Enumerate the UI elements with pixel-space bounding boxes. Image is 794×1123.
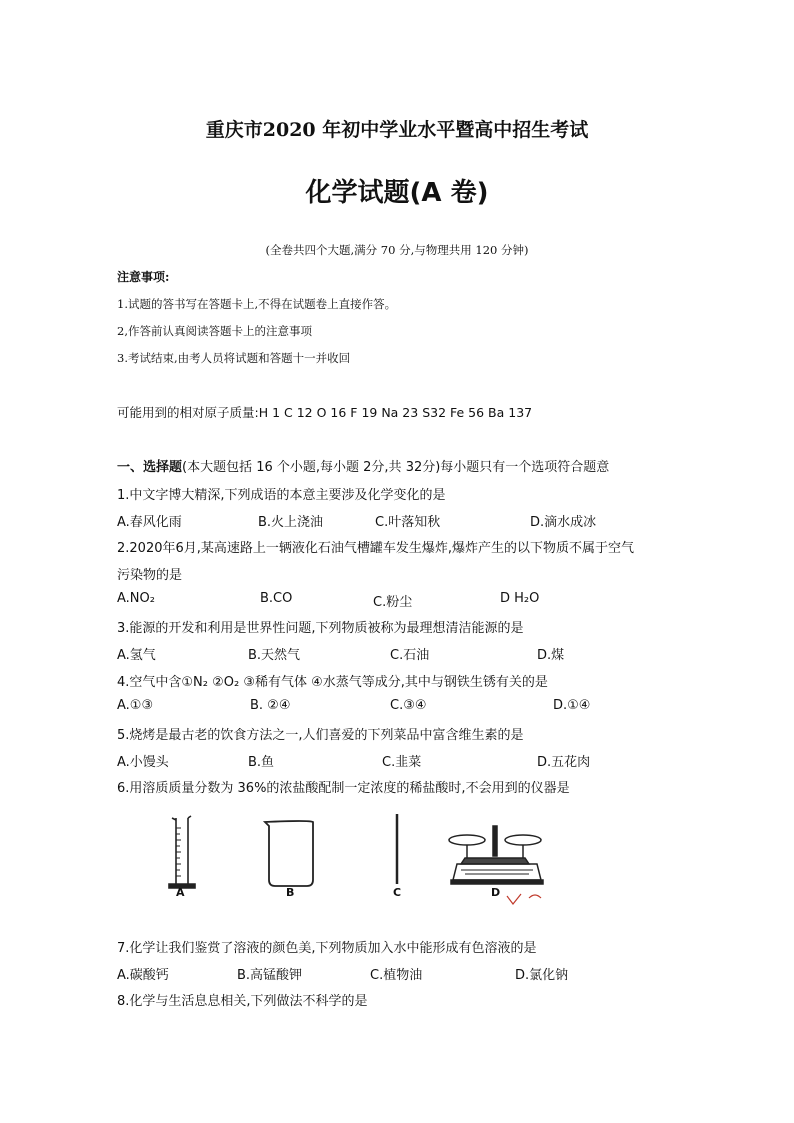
option: B.火上浇油 <box>258 515 324 530</box>
option: D.五花肉 <box>537 755 591 770</box>
section-heading <box>117 456 609 475</box>
option: D H₂O <box>500 591 540 606</box>
question-stem: 2.2020年6月,某高速路上一辆液化石油气槽罐车发生爆炸,爆炸产生的以下物质不属于空气 <box>117 541 635 556</box>
beaker-icon <box>265 821 313 886</box>
subject-title: 化学试题(A 卷) <box>305 178 489 208</box>
option: A.氢气 <box>117 648 156 663</box>
option: B.CO <box>260 591 293 606</box>
figure-label: A <box>176 886 185 899</box>
option: C.韭菜 <box>382 755 422 770</box>
question-stem: 8.化学与生活息息相关,下列做法不科学的是 <box>117 994 368 1009</box>
section-heading-bold: 一、选择题 <box>117 460 183 475</box>
notice-item: 2,作答前认真阅读答题卡上的注意事项 <box>117 324 312 338</box>
option: B.高锰酸钾 <box>237 968 303 983</box>
option: B.鱼 <box>248 755 275 770</box>
option: B. ②④ <box>250 698 291 713</box>
exam-title: 重庆市2020 年初中学业水平暨高中招生考试 <box>205 119 589 141</box>
option: A.小馒头 <box>117 755 169 770</box>
question-stem: 6.用溶质质量分数为 36%的浓盐酸配制一定浓度的稀盐酸时,不会用到的仪器是 <box>117 781 570 796</box>
figure-label: B <box>286 886 295 899</box>
notice-item: 3.考试结束,由考人员将试题和答题十一并收回 <box>117 351 351 365</box>
option: D.滴水成冰 <box>530 515 597 530</box>
figure-label: C <box>393 886 402 899</box>
option: A.春风化雨 <box>117 515 182 530</box>
question-stem: 7.化学让我们鉴赏了溶液的颜色美,下列物质加入水中能形成有色溶液的是 <box>117 941 537 956</box>
option: A.NO₂ <box>117 591 155 606</box>
graduated-cylinder-icon <box>169 816 195 888</box>
question-stem: 3.能源的开发和利用是世界性问题,下列物质被称为最理想清洁能源的是 <box>117 621 524 636</box>
option: C.粉尘 <box>373 595 413 610</box>
option: D.①④ <box>553 698 591 713</box>
notice-heading: 注意事项: <box>117 270 170 284</box>
atomic-masses: 可能用到的相对原子质量:H 1 C 12 O 16 F 19 Na 23 S32 Fe 56 Ba 137 <box>117 405 533 420</box>
question-stem: 4.空气中含①N₂ ②O₂ ③稀有气体 ④水蒸气等成分,其中与钢铁生锈有关的是 <box>117 675 548 690</box>
option: C.植物油 <box>370 968 423 983</box>
option: D.氯化钠 <box>515 968 569 983</box>
option: A.①③ <box>117 698 154 713</box>
exam-subtitle: (全卷共四个大题,满分 70 分,与物理共用 120 分钟) <box>265 243 529 257</box>
question-stem: 5.烧烤是最古老的饮食方法之一,人们喜爱的下列菜品中富含维生素的是 <box>117 728 524 743</box>
option: B.天然气 <box>248 648 301 663</box>
notice-item: 1.试题的答书写在答题卡上,不得在试题卷上直接作答。 <box>117 297 397 311</box>
question-stem-cont: 污染物的是 <box>117 568 183 583</box>
balance-scale-icon <box>449 826 543 884</box>
option: C.石油 <box>390 648 430 663</box>
checkmark-icon <box>507 894 541 904</box>
figure-label: D <box>491 886 501 899</box>
section-heading-rest: (本大题包括 16 个小题,每小题 2分,共 32分)每小题只有一个选项符合题意 <box>182 460 610 475</box>
option: A.碳酸钙 <box>117 968 169 983</box>
question-stem: 1.中文字博大精深,下列成语的本意主要涉及化学变化的是 <box>117 488 446 503</box>
option: C.③④ <box>390 698 427 713</box>
option: C.叶落知秋 <box>375 515 441 530</box>
option: D.煤 <box>537 648 565 663</box>
